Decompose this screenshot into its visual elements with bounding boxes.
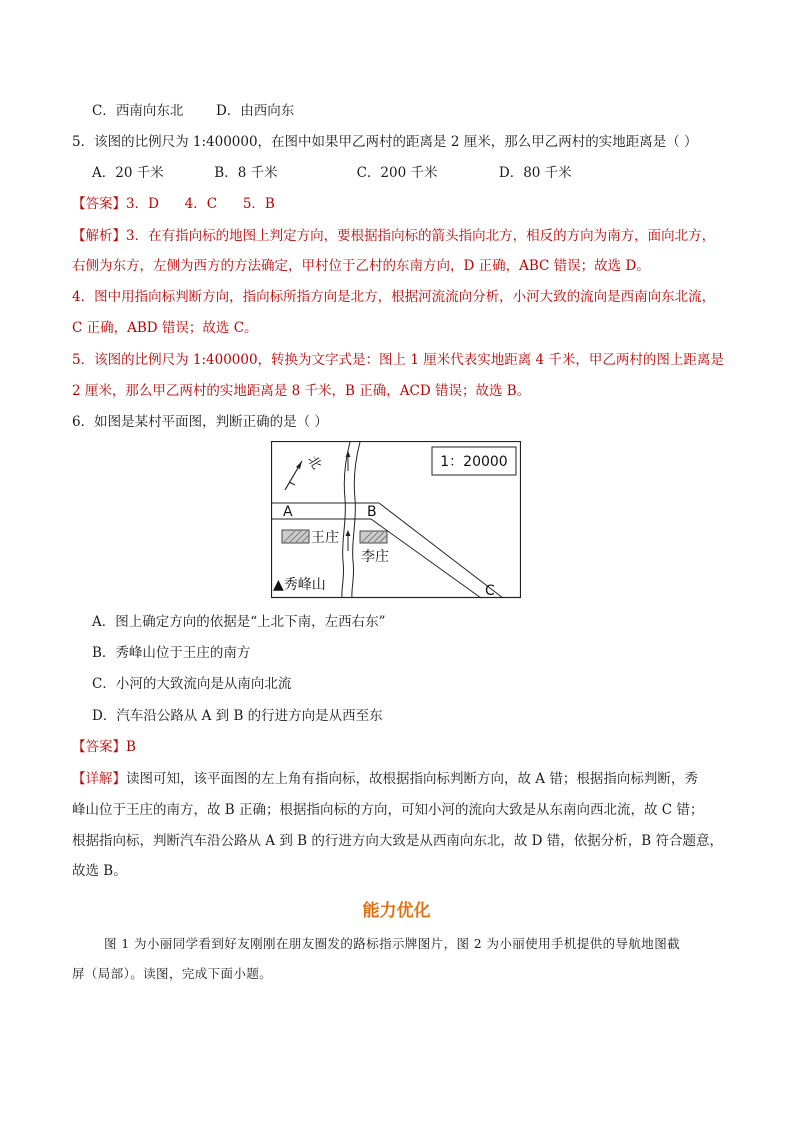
option-b: B．8 千米 — [214, 165, 278, 181]
answer-text: B — [126, 739, 136, 755]
answer-label: 【答案】 — [72, 739, 126, 755]
detail-line-2: 峰山位于王庄的南方，故 B 正确；根据指向标的方向，可知小河的流向大致是从东南向西北流，故 C 错； — [72, 802, 704, 818]
mountain-label: ▲秀峰山 — [273, 577, 326, 593]
analysis-line-5: 5．该图的比例尺为 1:400000，转换为文字式是：图上 1 厘米代表实地距离 4 千米，甲乙两村的图上距离是 — [72, 352, 724, 368]
analysis-line-1: 【解析】3．在有指向标的地图上判定方向，要根据指向标的箭头指向北方，相反的方向为南方，面向北方， — [72, 228, 716, 244]
wangzhuang-marker — [282, 530, 309, 543]
q6-option-d: D．汽车沿公路从 A 到 B 的行进方向是从西至东 — [92, 708, 383, 724]
label-c: C — [485, 583, 495, 599]
detail-label: 【详解】 — [72, 771, 126, 787]
detail-line-1: 【详解】读图可知，该平面图的左上角有指向标，故根据指向标判断方向，故 A 错；根据指向标判断，秀 — [72, 771, 698, 787]
option-a: A．20 千米 — [92, 165, 164, 181]
q4-options — [92, 101, 294, 121]
answer-label: 【答案】 — [72, 196, 126, 212]
lizhuang-label: 李庄 — [361, 549, 389, 565]
intro-line-1: 图 1 为小丽同学看到好友刚刚在朋友圈发的路标指示牌图片，图 2 为小丽使用手机提供的导航地图截 — [104, 936, 681, 951]
analysis-line-3: 4．图中用指向标判断方向，指向标所指方向是北方，根据河流流向分析，小河大致的流向是西南向东北流， — [72, 289, 716, 305]
intro-line-2: 屏（局部）。读图，完成下面小题。 — [72, 966, 273, 981]
lizhuang-marker — [360, 531, 387, 543]
label-b: B — [367, 504, 377, 520]
option-c: C．西南向东北 — [92, 103, 184, 119]
q6-option-a: A．图上确定方向的依据是“上北下南，左西右东” — [92, 614, 386, 630]
analysis-line-6: 2 厘米，那么甲乙两村的实地距离是 8 千米，B 正确，ACD 错误；故选 B。 — [72, 383, 531, 399]
north-label: 北 — [304, 453, 324, 473]
option-d: D．80 千米 — [498, 165, 572, 181]
detail-line-3: 根据指向标，判断汽车沿公路从 A 到 B 的行进方向大致是从西南向东北，故 D 错，依据分析，B 符合题意， — [72, 833, 723, 849]
q6-option-c: C．小河的大致流向是从南向北流 — [92, 676, 292, 692]
label-a: A — [283, 504, 293, 520]
analysis-line-4: C 正确，ABD 错误；故选 C。 — [72, 320, 258, 336]
section-title: 能力优化 — [362, 901, 431, 921]
option-d: D．由西向东 — [215, 103, 295, 119]
q6-option-b: B．秀峰山位于王庄的南方 — [92, 645, 251, 661]
scale-text: 1：20000 — [440, 454, 508, 470]
village-plan-map — [271, 441, 521, 599]
q5-options — [92, 163, 572, 183]
detail-line-4: 故选 B。 — [72, 863, 127, 879]
answer-block — [72, 194, 275, 214]
wangzhuang-label: 王庄 — [311, 530, 339, 546]
answer-block-2 — [72, 737, 136, 757]
option-c: C．200 千米 — [356, 165, 438, 181]
answer-text: 3．D 4．C 5．B — [126, 196, 275, 212]
analysis-label: 【解析】 — [72, 228, 126, 244]
q5-stem: 5．该图的比例尺为 1:400000，在图中如果甲乙两村的距离是 2 厘米，那么甲乙两村的实地距离是（ ） — [72, 134, 698, 150]
q6-stem: 6．如图是某村平面图，判断正确的是（ ） — [72, 414, 328, 430]
analysis-line-2: 右侧为东方，左侧为西方的方法确定，甲村位于乙村的东南方向，D 正确，ABC 错误；故选 D。 — [72, 258, 650, 274]
